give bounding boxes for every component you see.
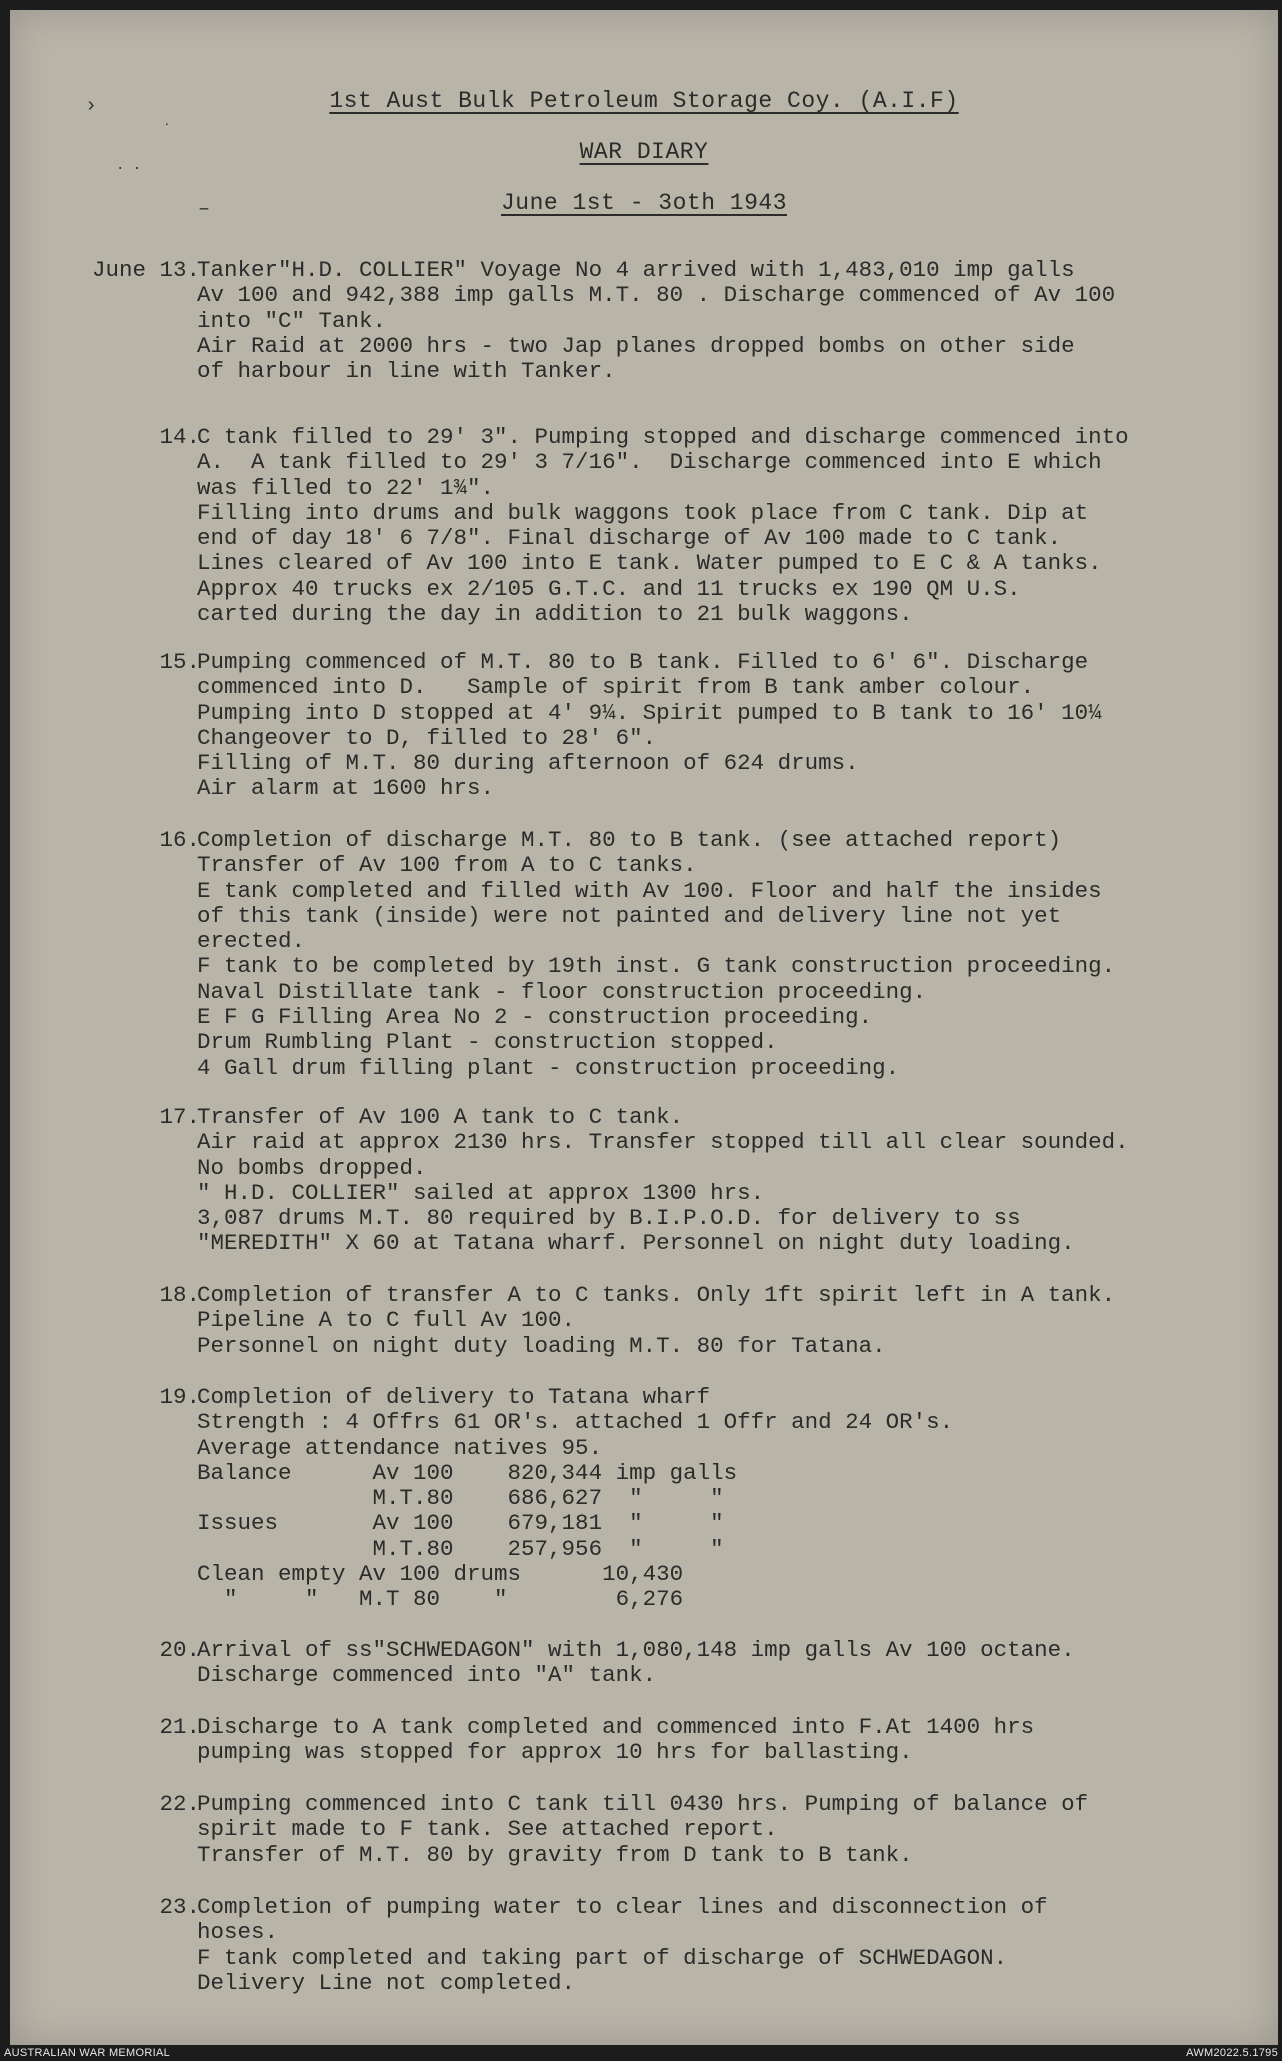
entry-date: 18.	[159, 1282, 200, 1308]
entry-line: C tank filled to 29' 3". Pumping stopped and discharge commenced into	[197, 424, 1129, 450]
entry-line: Arrival of ss"SCHWEDAGON" with 1,080,148 imp galls Av 100 octane.	[197, 1637, 1075, 1663]
entry-line: Lines cleared of Av 100 into E tank. Water pumped to E C & A tanks.	[197, 550, 1102, 577]
document-subtitle: WAR DIARY	[579, 139, 709, 165]
entry-line: Pumping commenced into C tank till 0430 hrs. Pumping of balance of	[197, 1791, 1089, 1817]
entry-line: Completion of delivery to Tatana wharf	[197, 1384, 711, 1410]
entry-line: carted during the day in addition to 21 bulk waggons.	[197, 601, 913, 628]
entry-line: Changeover to D, filled to 28' 6".	[197, 724, 657, 751]
entry-line: M.T.80 257,956 " "	[197, 1535, 724, 1562]
entry-line: " " M.T 80 " 6,276	[197, 1586, 684, 1613]
entry-date: 17.	[159, 1104, 200, 1130]
entry-line: M.T.80 686,627 " "	[197, 1485, 724, 1512]
entry-line: Completion of transfer A to C tanks. Only 1ft spirit left in A tank.	[197, 1282, 1116, 1308]
entry-text	[197, 828, 1115, 1081]
entry-line: Pipeline A to C full Av 100.	[197, 1307, 576, 1334]
entry-line: end of day 18' 6 7/8". Final discharge of Av 100 made to C tank.	[197, 525, 1062, 552]
ink-mark: . .	[116, 158, 142, 174]
entry-line: was filled to 22' 1¾".	[197, 474, 495, 501]
entry-line: Air alarm at 1600 hrs.	[197, 775, 495, 802]
entry-line: Completion of pumping water to clear lines and disconnection of	[197, 1894, 1048, 1920]
entry-line: spirit made to F tank. See attached report.	[197, 1816, 778, 1843]
entry-date: 16.	[159, 827, 200, 853]
entry-text	[197, 1283, 1115, 1359]
entry-line: "MEREDITH" X 60 at Tatana wharf. Personnel on night duty loading.	[197, 1230, 1075, 1257]
entry-line: Personnel on night duty loading M.T. 80 for Tatana.	[197, 1332, 886, 1359]
entry-line: A. A tank filled to 29' 3 7/16". Discharge commenced into E which	[197, 449, 1102, 476]
entry-text	[197, 1105, 1129, 1257]
entry-line: pumping was stopped for approx 10 hrs for ballasting.	[197, 1739, 913, 1766]
entry-text	[197, 258, 1115, 384]
entry-line: Filling of M.T. 80 during afternoon of 624 drums.	[197, 750, 859, 777]
entry-date: 23.	[159, 1894, 200, 1920]
entry-line: Balance Av 100 820,344 imp galls	[197, 1459, 738, 1486]
entry-line: into "C" Tank.	[197, 307, 387, 334]
entry-line: Delivery Line not completed.	[197, 1969, 576, 1996]
entry-text	[197, 1385, 953, 1613]
document-title: 1st Aust Bulk Petroleum Storage Coy. (A.I.F)	[329, 88, 959, 114]
entry-line: Naval Distillate tank - floor construction proceeding.	[197, 978, 927, 1005]
entry-text	[197, 650, 1102, 802]
entry-line: erected.	[197, 928, 306, 955]
entry-line: Discharge to A tank completed and commenced into F.At 1400 hrs	[197, 1714, 1035, 1740]
entry-date: 19.	[159, 1384, 200, 1410]
entry-line: Air raid at approx 2130 hrs. Transfer stopped till all clear sounded.	[197, 1129, 1129, 1156]
entry-line: " H.D. COLLIER" sailed at approx 1300 hrs.	[197, 1179, 765, 1206]
entry-line: E F G Filling Area No 2 - construction proceeding.	[197, 1004, 873, 1031]
entry-line: of this tank (inside) were not painted and delivery line not yet	[197, 902, 1062, 929]
entry-line: hoses.	[197, 1919, 279, 1946]
entry-line: Pumping into D stopped at 4' 9¼. Spirit pumped to B tank to 16' 10¼	[197, 699, 1102, 726]
footer-left: AUSTRALIAN WAR MEMORIAL	[4, 2047, 171, 2059]
entry-line: Filling into drums and bulk waggons took place from C tank. Dip at	[197, 499, 1089, 526]
entry-line: Pumping commenced of M.T. 80 to B tank. Filled to 6' 6". Discharge	[197, 649, 1089, 675]
document-period: June 1st - 3oth 1943	[500, 190, 788, 216]
entry-line: Tanker"H.D. COLLIER" Voyage No 4 arrived with 1,483,010 imp galls	[197, 257, 1075, 283]
entry-date: 22.	[159, 1791, 200, 1817]
entry-text	[197, 1792, 1088, 1868]
entry-line: Discharge commenced into "A" tank.	[197, 1662, 657, 1689]
entry-line: 3,087 drums M.T. 80 required by B.I.P.O.D. for delivery to ss	[197, 1205, 1021, 1232]
entry-date: 14.	[159, 424, 200, 450]
entry-text	[197, 1895, 1048, 1996]
entry-line: Transfer of Av 100 A tank to C tank.	[197, 1104, 684, 1130]
entry-line: Strength : 4 Offrs 61 OR's. attached 1 Offr and 24 OR's.	[197, 1409, 954, 1436]
entry-text	[197, 1638, 1075, 1689]
ink-mark: –	[198, 198, 211, 221]
entry-line: No bombs dropped.	[197, 1154, 427, 1181]
entry-line: E tank completed and filled with Av 100. Floor and half the insides	[197, 877, 1102, 904]
entry-line: of harbour in line with Tanker.	[197, 358, 616, 385]
entry-line: Transfer of Av 100 from A to C tanks.	[197, 852, 697, 879]
entry-line: Av 100 and 942,388 imp galls M.T. 80 . Discharge commenced of Av 100	[197, 282, 1116, 309]
entry-line: Air Raid at 2000 hrs - two Jap planes dropped bombs on other side	[197, 332, 1075, 359]
entry-line: Issues Av 100 679,181 " "	[197, 1510, 724, 1537]
entry-date: 20.	[159, 1637, 200, 1663]
entry-line: commenced into D. Sample of spirit from B tank amber colour.	[197, 674, 1035, 701]
entry-line: 4 Gall drum filling plant - construction proceeding.	[197, 1054, 900, 1081]
entry-line: Transfer of M.T. 80 by gravity from D tank to B tank.	[197, 1841, 913, 1868]
entry-date: 21.	[159, 1714, 200, 1740]
entry-line: Average attendance natives 95.	[197, 1434, 603, 1461]
entry-date: June 13.	[91, 257, 200, 283]
entry-line: Approx 40 trucks ex 2/105 G.T.C. and 11 trucks ex 190 QM U.S.	[197, 575, 1021, 602]
document-page	[10, 10, 1278, 2045]
entry-line: Completion of discharge M.T. 80 to B tank. (see attached report)	[197, 827, 1062, 853]
ink-mark: ›	[85, 95, 98, 118]
entry-line: Drum Rumbling Plant - construction stopped.	[197, 1029, 778, 1056]
footer-right: AWM2022.5.1795	[1186, 2047, 1278, 2059]
ink-mark: ˙	[162, 122, 172, 140]
entry-date: 15.	[159, 649, 200, 675]
entry-line: F tank to be completed by 19th inst. G tank construction proceeding.	[197, 953, 1116, 980]
entry-text	[197, 425, 1129, 627]
entry-text	[197, 1715, 1034, 1766]
entry-line: F tank completed and taking part of discharge of SCHWEDAGON.	[197, 1944, 1008, 1971]
entry-line: Clean empty Av 100 drums 10,430	[197, 1561, 684, 1588]
